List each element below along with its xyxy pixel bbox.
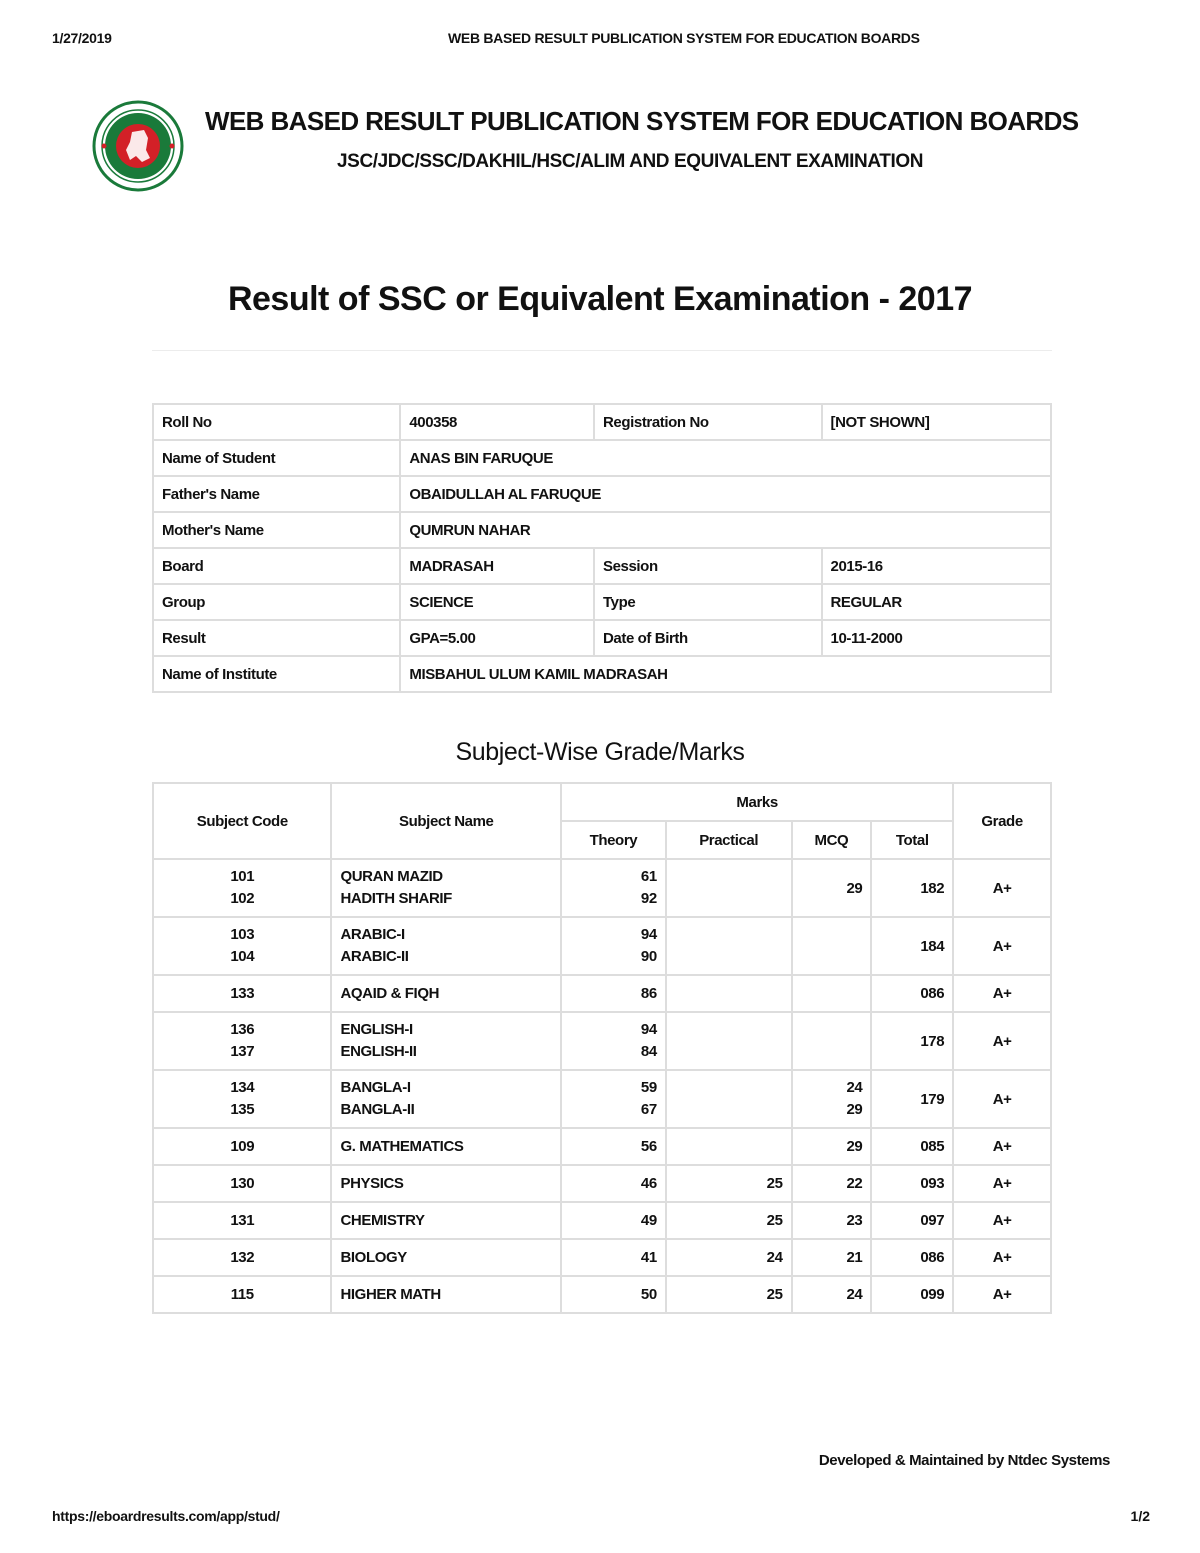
marks-table xyxy=(152,782,1052,1314)
total-marks: 097 xyxy=(871,1202,953,1239)
subject-name: BIOLOGY xyxy=(331,1239,561,1276)
result-value: GPA=5.00 xyxy=(400,620,594,656)
practical-marks: 24 xyxy=(666,1239,792,1276)
theory-marks: 56 xyxy=(561,1128,666,1165)
subject-name: AQAID & FIQH xyxy=(331,975,561,1012)
subject-code: 134 135 xyxy=(153,1070,331,1128)
total-marks: 086 xyxy=(871,1239,953,1276)
info-row-name xyxy=(153,440,1051,476)
mcq-marks: 23 xyxy=(792,1202,872,1239)
subject-code: 130 xyxy=(153,1165,331,1202)
total-marks: 178 xyxy=(871,1012,953,1070)
header-theory: Theory xyxy=(561,821,666,859)
grade: A+ xyxy=(953,1165,1051,1202)
institute-value: MISBAHUL ULUM KAMIL MADRASAH xyxy=(400,656,1051,692)
table-row xyxy=(153,917,1051,975)
info-row-group xyxy=(153,584,1051,620)
table-row xyxy=(153,1165,1051,1202)
total-marks: 085 xyxy=(871,1128,953,1165)
total-marks: 184 xyxy=(871,917,953,975)
subject-code: 103 104 xyxy=(153,917,331,975)
theory-marks: 41 xyxy=(561,1239,666,1276)
info-row-roll xyxy=(153,404,1051,440)
header-marks: Marks xyxy=(561,783,953,821)
header-mcq: MCQ xyxy=(792,821,872,859)
subject-code: 136 137 xyxy=(153,1012,331,1070)
subject-code: 132 xyxy=(153,1239,331,1276)
practical-marks xyxy=(666,859,792,917)
mcq-marks: 29 xyxy=(792,859,872,917)
subject-name: ENGLISH-I ENGLISH-II xyxy=(331,1012,561,1070)
board-value: MADRASAH xyxy=(400,548,594,584)
group-value: SCIENCE xyxy=(400,584,594,620)
subject-code: 133 xyxy=(153,975,331,1012)
table-row xyxy=(153,1239,1051,1276)
subject-code: 101 102 xyxy=(153,859,331,917)
subject-name: PHYSICS xyxy=(331,1165,561,1202)
practical-marks: 25 xyxy=(666,1202,792,1239)
mcq-marks: 22 xyxy=(792,1165,872,1202)
grade: A+ xyxy=(953,1070,1051,1128)
theory-marks: 46 xyxy=(561,1165,666,1202)
grade: A+ xyxy=(953,1202,1051,1239)
table-row xyxy=(153,1012,1051,1070)
header-subject-name: Subject Name xyxy=(331,783,561,859)
total-marks: 099 xyxy=(871,1276,953,1313)
mcq-marks: 21 xyxy=(792,1239,872,1276)
info-row-mother xyxy=(153,512,1051,548)
mcq-marks xyxy=(792,975,872,1012)
subject-name: G. MATHEMATICS xyxy=(331,1128,561,1165)
info-row-father xyxy=(153,476,1051,512)
grade: A+ xyxy=(953,859,1051,917)
student-name-value: ANAS BIN FARUQUE xyxy=(400,440,1051,476)
site-title: WEB BASED RESULT PUBLICATION SYSTEM FOR EDUCATION BOARDS xyxy=(205,106,1079,136)
grade: A+ xyxy=(953,1012,1051,1070)
subject-name: BANGLA-I BANGLA-II xyxy=(331,1070,561,1128)
grade: A+ xyxy=(953,917,1051,975)
group-label: Group xyxy=(153,584,400,620)
subject-name: QURAN MAZID HADITH SHARIF xyxy=(331,859,561,917)
table-row xyxy=(153,1202,1051,1239)
page-url: https://eboardresults.com/app/stud/ xyxy=(52,1508,280,1524)
theory-marks: 94 90 xyxy=(561,917,666,975)
header-total: Total xyxy=(871,821,953,859)
type-label: Type xyxy=(594,584,822,620)
site-subtitle: JSC/JDC/SSC/DAKHIL/HSC/ALIM AND EQUIVALENT EXAMINATION xyxy=(337,151,924,172)
roll-value: 400358 xyxy=(400,404,594,440)
total-marks: 086 xyxy=(871,975,953,1012)
practical-marks xyxy=(666,1070,792,1128)
developer-credit: Developed & Maintained by Ntdec Systems xyxy=(818,1452,1110,1469)
header-subject-code: Subject Code xyxy=(153,783,331,859)
practical-marks: 25 xyxy=(666,1276,792,1313)
table-row xyxy=(153,975,1051,1012)
father-name-value: OBAIDULLAH AL FARUQUE xyxy=(400,476,1051,512)
practical-marks xyxy=(666,975,792,1012)
table-row xyxy=(153,1128,1051,1165)
print-title: WEB BASED RESULT PUBLICATION SYSTEM FOR EDUCATION BOARDS xyxy=(448,30,920,46)
header-grade: Grade xyxy=(953,783,1051,859)
total-marks: 182 xyxy=(871,859,953,917)
mcq-marks: 24 29 xyxy=(792,1070,872,1128)
total-marks: 179 xyxy=(871,1070,953,1128)
subject-name: HIGHER MATH xyxy=(331,1276,561,1313)
grade: A+ xyxy=(953,1276,1051,1313)
theory-marks: 49 xyxy=(561,1202,666,1239)
info-row-board xyxy=(153,548,1051,584)
grade: A+ xyxy=(953,1239,1051,1276)
subject-name: ARABIC-I ARABIC-II xyxy=(331,917,561,975)
registration-value: [NOT SHOWN] xyxy=(822,404,1052,440)
dob-value: 10-11-2000 xyxy=(822,620,1052,656)
info-row-institute xyxy=(153,656,1051,692)
theory-marks: 59 67 xyxy=(561,1070,666,1128)
grade: A+ xyxy=(953,1128,1051,1165)
subject-code: 131 xyxy=(153,1202,331,1239)
student-info-table xyxy=(152,403,1052,693)
institute-label: Name of Institute xyxy=(153,656,400,692)
subject-name: CHEMISTRY xyxy=(331,1202,561,1239)
mcq-marks: 24 xyxy=(792,1276,872,1313)
mother-name-label: Mother's Name xyxy=(153,512,400,548)
mcq-marks: 29 xyxy=(792,1128,872,1165)
table-row xyxy=(153,1070,1051,1128)
practical-marks xyxy=(666,917,792,975)
roll-label: Roll No xyxy=(153,404,400,440)
practical-marks: 25 xyxy=(666,1165,792,1202)
dob-label: Date of Birth xyxy=(594,620,822,656)
practical-marks xyxy=(666,1128,792,1165)
mcq-marks xyxy=(792,1012,872,1070)
marks-section-title: Subject-Wise Grade/Marks xyxy=(455,738,745,766)
session-label: Session xyxy=(594,548,822,584)
header-practical: Practical xyxy=(666,821,792,859)
board-label: Board xyxy=(153,548,400,584)
father-name-label: Father's Name xyxy=(153,476,400,512)
page-title: Result of SSC or Equivalent Examination - 2017 xyxy=(227,280,973,318)
result-label: Result xyxy=(153,620,400,656)
table-row xyxy=(153,859,1051,917)
subject-code: 115 xyxy=(153,1276,331,1313)
info-row-result xyxy=(153,620,1051,656)
student-name-label: Name of Student xyxy=(153,440,400,476)
page-number: 1/2 xyxy=(1130,1508,1150,1524)
subject-code: 109 xyxy=(153,1128,331,1165)
mcq-marks xyxy=(792,917,872,975)
registration-label: Registration No xyxy=(594,404,822,440)
total-marks: 093 xyxy=(871,1165,953,1202)
print-date: 1/27/2019 xyxy=(52,30,112,46)
government-seal-logo xyxy=(92,100,184,192)
theory-marks: 50 xyxy=(561,1276,666,1313)
marks-header-row xyxy=(153,783,1051,821)
grade: A+ xyxy=(953,975,1051,1012)
session-value: 2015-16 xyxy=(822,548,1052,584)
mother-name-value: QUMRUN NAHAR xyxy=(400,512,1051,548)
theory-marks: 61 92 xyxy=(561,859,666,917)
table-row xyxy=(153,1276,1051,1313)
theory-marks: 86 xyxy=(561,975,666,1012)
theory-marks: 94 84 xyxy=(561,1012,666,1070)
divider xyxy=(152,350,1052,351)
print-header xyxy=(52,30,1148,48)
type-value: REGULAR xyxy=(822,584,1052,620)
practical-marks xyxy=(666,1012,792,1070)
